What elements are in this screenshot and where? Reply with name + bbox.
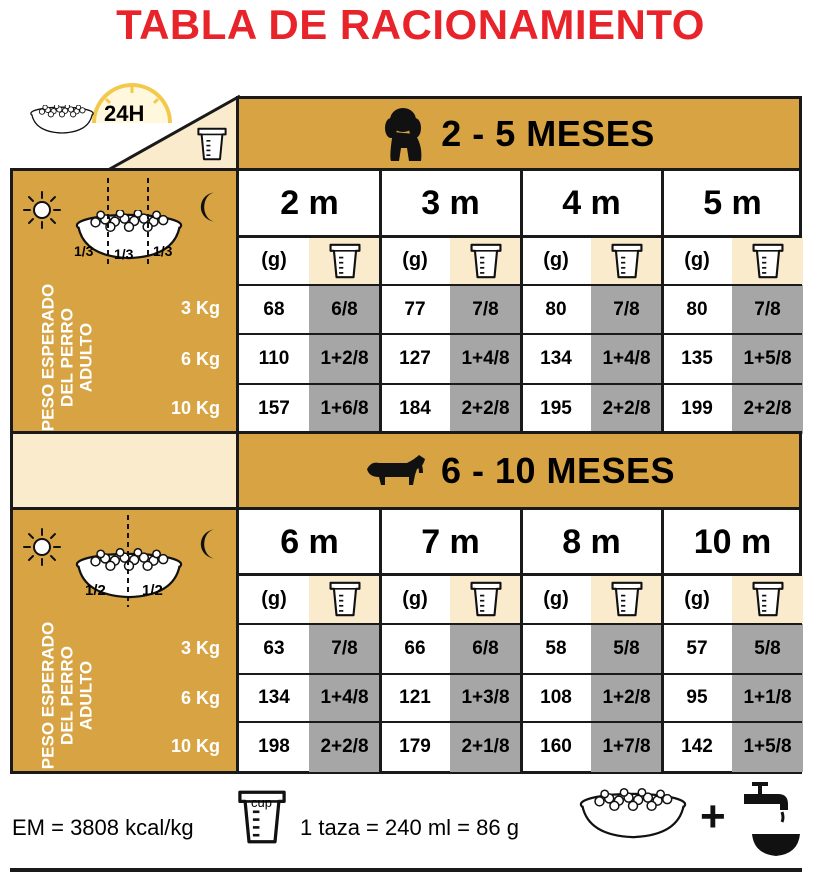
grams-cell: 68 (263, 298, 285, 320)
portion-divider-lines (60, 515, 200, 615)
grams-cell: 95 (686, 687, 708, 708)
row-divider (239, 333, 802, 335)
cup-icon (591, 237, 662, 284)
grams-cell: 179 (399, 736, 431, 757)
food-bowl-icon (566, 785, 700, 855)
grams-cell: 80 (545, 298, 567, 320)
cups-cell: 2+2/8 (450, 384, 521, 434)
column-divider (379, 171, 382, 434)
section2-header (236, 431, 802, 510)
unit-grams: (g) (402, 249, 428, 271)
portion-label: 1/2 (85, 582, 106, 599)
row-divider (239, 284, 802, 286)
cup-equivalence-text: 1 taza = 240 ml = 86 g (300, 815, 519, 840)
portion-label: 1/2 (142, 582, 163, 599)
grams-cell: 134 (540, 348, 572, 369)
cup-icon (732, 575, 803, 623)
dachshund-icon (363, 451, 427, 491)
unit-grams: (g) (543, 249, 569, 271)
row-divider (239, 673, 802, 675)
unit-grams: (g) (684, 587, 710, 610)
cups-cell: 1+1/8 (732, 674, 803, 722)
portion-divider-lines (60, 178, 200, 278)
grams-cell: 110 (258, 348, 290, 369)
unit-grams: (g) (261, 587, 287, 610)
sun-icon (22, 190, 62, 230)
grams-cell: 121 (399, 687, 431, 708)
puppy-icon (383, 106, 427, 162)
cups-cell: 1+7/8 (591, 722, 662, 772)
separator-cell (10, 431, 239, 510)
row-divider (239, 721, 802, 723)
column-divider (661, 171, 664, 434)
cups-cell: 1+4/8 (450, 334, 521, 384)
row-divider (239, 623, 802, 625)
section2-title: 6 - 10 MESES (440, 449, 676, 491)
month-header: 6 m (280, 522, 339, 561)
grams-cell: 198 (258, 736, 290, 757)
grams-cell: 199 (681, 398, 713, 419)
cups-cell: 2+2/8 (732, 384, 803, 434)
food-bowl-icon (22, 105, 102, 145)
column-divider (520, 510, 523, 772)
section1-title: 2 - 5 MESES (441, 112, 655, 154)
label-24h: 24H (104, 101, 145, 126)
footer-rule (10, 868, 802, 872)
cups-cell: 7/8 (309, 624, 380, 674)
cups-cell: 5/8 (732, 624, 803, 674)
grams-cell: 63 (263, 638, 285, 659)
month-header: 3 m (421, 183, 480, 222)
cups-cell: 1+2/8 (591, 674, 662, 722)
row-divider (239, 573, 802, 576)
cups-cell: 1+2/8 (309, 334, 380, 384)
month-header: 4 m (562, 183, 621, 222)
moon-icon (198, 527, 224, 561)
cup-icon (309, 237, 380, 284)
grams-cell: 80 (686, 298, 708, 320)
grams-cell: 127 (399, 348, 431, 369)
column-divider (520, 171, 523, 434)
grams-cell: 77 (404, 298, 426, 320)
weight-label: 3 Kg (180, 298, 220, 318)
cups-cell: 2+2/8 (591, 384, 662, 434)
month-header: 8 m (562, 522, 621, 561)
unit-grams: (g) (684, 249, 710, 271)
cups-cell: 1+5/8 (732, 334, 803, 384)
month-header: 2 m (280, 183, 339, 222)
grams-cell: 142 (681, 736, 713, 757)
month-header: 10 m (693, 522, 772, 561)
cups-cell: 6/8 (309, 285, 380, 334)
unit-grams: (g) (402, 587, 428, 610)
side-label: PESO ESPERADO DEL PERRO ADULTO (38, 283, 96, 432)
portion-label: 1/3 (114, 246, 134, 262)
grams-cell: 134 (258, 687, 290, 708)
side-label: PESO ESPERADO DEL PERRO ADULTO (38, 621, 96, 770)
weight-label: 6 Kg (180, 688, 220, 708)
portion-label: 1/3 (74, 243, 94, 259)
grams-cell: 135 (681, 348, 713, 369)
grams-cell: 108 (540, 687, 572, 708)
column-divider (379, 510, 382, 772)
cup-icon (196, 126, 228, 162)
grams-cell: 184 (399, 398, 431, 419)
energy-text: EM = 3808 kcal/kg (12, 815, 194, 840)
section1-header (236, 96, 802, 171)
unit-grams: (g) (261, 249, 287, 271)
cups-cell: 1+6/8 (309, 384, 380, 434)
water-tap-icon (738, 782, 802, 862)
month-header: 5 m (703, 183, 762, 222)
row-divider (239, 383, 802, 385)
weight-label: 3 Kg (180, 638, 220, 658)
cups-cell: 7/8 (591, 285, 662, 334)
sun-icon (22, 527, 62, 567)
grams-cell: 157 (258, 398, 290, 419)
cups-cell: 1+4/8 (309, 674, 380, 722)
cup-icon (591, 575, 662, 623)
moon-icon (198, 190, 224, 224)
row-divider (239, 235, 802, 238)
cups-cell: 7/8 (732, 285, 803, 334)
cups-cell: 7/8 (450, 285, 521, 334)
month-header: 7 m (421, 522, 480, 561)
grams-cell: 66 (404, 638, 426, 659)
cup-icon (309, 575, 380, 623)
cup-icon (732, 237, 803, 284)
grams-cell: 195 (540, 398, 572, 419)
grams-cell: 160 (540, 736, 572, 757)
cups-cell: 1+3/8 (450, 674, 521, 722)
page-title: TABLA DE RACIONAMIENTO (116, 1, 705, 48)
unit-grams: (g) (543, 587, 569, 610)
cup-icon (450, 237, 521, 284)
cups-cell: 6/8 (450, 624, 521, 674)
cup-label: cup (251, 795, 272, 810)
cups-cell: 1+4/8 (591, 334, 662, 384)
grams-cell: 57 (686, 638, 708, 659)
cups-cell: 5/8 (591, 624, 662, 674)
column-divider (661, 510, 664, 772)
portion-label: 1/3 (153, 243, 173, 259)
cups-cell: 2+2/8 (309, 722, 380, 772)
cups-cell: 2+1/8 (450, 722, 521, 772)
plus-sign: + (700, 792, 726, 841)
grams-cell: 58 (545, 638, 567, 659)
weight-label: 10 Kg (170, 736, 220, 756)
cups-cell: 1+5/8 (732, 722, 803, 772)
weight-label: 10 Kg (170, 398, 220, 418)
cup-icon (450, 575, 521, 623)
weight-label: 6 Kg (180, 349, 220, 369)
